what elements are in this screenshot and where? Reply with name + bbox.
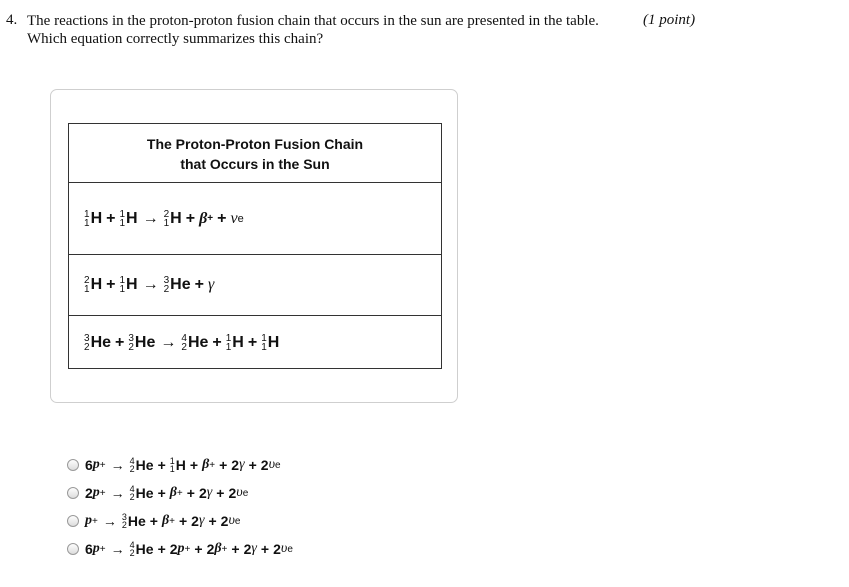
radio-button[interactable] <box>67 459 79 471</box>
table-title-line-1: The Proton-Proton Fusion Chain <box>146 136 364 152</box>
reaction-row-2: 2 1 H + 1 1 H → 3 2 He + γ <box>69 255 441 316</box>
radio-button[interactable] <box>67 543 79 555</box>
radio-button[interactable] <box>67 487 79 499</box>
reaction-row-1: 1 1 H + 1 1 H → 2 1 H + β + + ν e <box>69 183 441 255</box>
reaction-table <box>68 123 442 369</box>
question-text: The reactions in the proton-proton fusion chain that occurs in the sun are presented in the table. Which equation correctly summarizes this chain? <box>27 13 599 47</box>
question-points: (1 point) <box>643 12 696 28</box>
question-number: 4. <box>6 12 18 28</box>
radio-button[interactable] <box>67 515 79 527</box>
answer-option-4[interactable]: 6 p + → 4 2 He + 2 p + + 2 β + + 2 γ + 2 υ e <box>67 541 293 557</box>
answer-option-1[interactable]: 6 p + → 4 2 He + 1 1 H + β + + 2 γ + 2 υ e <box>67 457 281 473</box>
table-title-line-2: that Occurs in the Sun <box>180 156 330 172</box>
reaction-table-header <box>69 124 441 183</box>
reaction-row-3: 3 2 He + 3 2 He → 4 2 He + 1 1 H + 1 1 H <box>84 332 280 353</box>
answer-option-2[interactable]: 2 p + → 4 2 He + β + + 2 γ + 2 υ e <box>67 485 248 501</box>
answer-option-3[interactable]: p + → 3 2 He + β + + 2 γ + 2 υ e <box>67 513 240 529</box>
